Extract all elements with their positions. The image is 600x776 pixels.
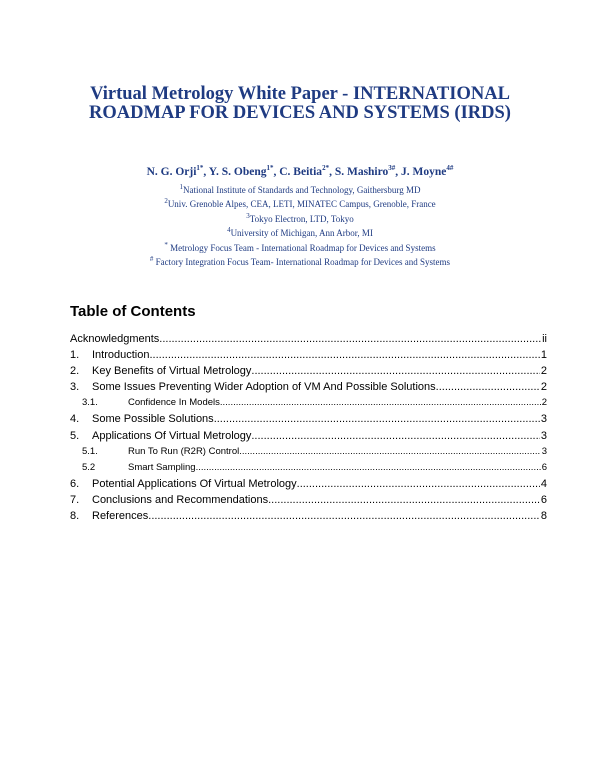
affiliation xyxy=(40,238,560,252)
affiliation-text: University of Michigan, Ann Arbor, MI xyxy=(230,228,373,239)
author: N. G. Orji xyxy=(146,165,197,178)
toc-entry-page[interactable]: 2 xyxy=(540,381,547,394)
toc-entry-number: 5.2 xyxy=(82,461,96,473)
toc-entry-page[interactable]: 1 xyxy=(540,349,547,362)
toc-entry-page[interactable]: 6 xyxy=(541,461,547,473)
affiliation-mark: 2 xyxy=(164,197,168,206)
toc-entry-number: 8. xyxy=(70,510,80,523)
dot-leader xyxy=(159,331,541,347)
author-affiliation-mark: 4# xyxy=(446,164,454,172)
toc-entry[interactable] xyxy=(70,428,547,444)
dot-leader xyxy=(196,460,541,476)
affiliation-text: National Institute of Standards and Technology, Gaithersburg MD xyxy=(183,185,421,195)
dot-leader xyxy=(251,428,540,444)
dot-leader xyxy=(439,379,540,395)
affiliation xyxy=(40,194,560,208)
affiliation xyxy=(40,209,560,223)
dot-leader xyxy=(268,492,540,508)
dot-leader xyxy=(214,411,540,427)
author: Y. S. Obeng xyxy=(208,165,267,178)
author: S. Mashiro xyxy=(334,165,389,178)
author-affiliation-mark: 1* xyxy=(196,164,204,172)
toc-entry-page[interactable]: 3 xyxy=(540,429,547,442)
toc-entry-label[interactable]: Run To Run (R2R) Control xyxy=(128,445,240,457)
toc-entry-label[interactable]: Some Possible Solutions xyxy=(92,413,214,426)
toc-entry-page[interactable]: 6 xyxy=(540,493,547,506)
affiliation-list xyxy=(40,180,560,266)
affiliation xyxy=(40,223,560,237)
toc-entry-number: 6. xyxy=(70,477,80,490)
dot-leader xyxy=(149,347,539,363)
dot-leader xyxy=(239,444,540,460)
toc-entry-number: 3.1. xyxy=(82,397,98,409)
toc-entry-page[interactable]: 3 xyxy=(541,445,547,457)
toc-entry[interactable] xyxy=(70,363,547,379)
document-title: Virtual Metrology White Paper - INTERNATIONAL ROADMAP FOR DEVICES AND SYSTEMS (IRDS) xyxy=(89,84,511,123)
toc-entry[interactable] xyxy=(70,508,547,524)
toc-entry-page[interactable]: 3 xyxy=(540,413,547,426)
toc-entry-number: 5. xyxy=(70,429,80,442)
dot-leader xyxy=(297,476,540,492)
toc-entry-page[interactable]: 2 xyxy=(540,365,547,378)
toc-entry[interactable] xyxy=(70,460,547,476)
dot-leader xyxy=(251,363,539,379)
toc-entry-label[interactable]: Confidence In Models. xyxy=(128,397,223,409)
toc-entry-label[interactable]: Some Issues Preventing Wider Adoption of VM And Possible Solutions. xyxy=(92,381,439,394)
toc-entry[interactable] xyxy=(70,395,547,411)
author: C. Beitia xyxy=(279,165,323,178)
affiliation-mark: 3 xyxy=(246,211,250,220)
toc-entry-page[interactable]: ii xyxy=(542,333,547,345)
toc-entry-label[interactable]: Smart Sampling xyxy=(128,461,196,473)
author-affiliation-mark: 2* xyxy=(322,164,330,172)
toc-entry-label[interactable]: References xyxy=(92,510,149,523)
toc-entry-label[interactable]: Acknowledgments xyxy=(70,333,160,345)
toc-entry[interactable] xyxy=(70,411,547,427)
toc-entry[interactable] xyxy=(70,347,547,363)
affiliation-mark: # xyxy=(149,254,154,263)
table-of-contents xyxy=(70,331,547,524)
toc-entry[interactable] xyxy=(70,379,547,395)
toc-entry-label[interactable]: Introduction xyxy=(92,349,150,362)
affiliation-mark: 4 xyxy=(227,226,231,235)
dot-leader xyxy=(223,395,541,411)
toc-entry[interactable] xyxy=(70,331,547,347)
toc-entry-number: 4. xyxy=(70,413,80,426)
affiliation xyxy=(40,252,560,266)
author: J. Moyne xyxy=(401,165,447,178)
toc-entry[interactable] xyxy=(70,444,547,460)
affiliation-mark: * xyxy=(164,240,168,249)
affiliation-text: Metrology Focus Team - International Roadmap for Devices and Systems xyxy=(167,242,436,253)
toc-entry-page[interactable]: 2 xyxy=(541,397,547,409)
affiliation xyxy=(40,180,560,194)
affiliation-text: Factory Integration Focus Team- International Roadmap for Devices and Systems xyxy=(153,256,451,267)
toc-entry[interactable] xyxy=(70,492,547,508)
author-list: N. G. Orji$^{1*}$, Y. S. Obeng$^{1*}$, C. Beitia$^{2*}$, S. Mashiro$^{3\#}$, J. Moyne$^{4\#}$ xyxy=(146,164,454,178)
toc-entry-label[interactable]: Key Benefits of Virtual Metrology xyxy=(92,365,252,378)
toc-entry-label[interactable]: Potential Applications Of Virtual Metrology xyxy=(92,477,297,490)
toc-heading: Table of Contents xyxy=(70,303,196,320)
dot-leader xyxy=(148,508,540,524)
affiliation-text: Univ. Grenoble Alpes, CEA, LETI, MINATEC Campus, Grenoble, France xyxy=(167,199,436,210)
author-affiliation-mark: 3# xyxy=(388,164,396,172)
toc-entry-page[interactable]: 8 xyxy=(540,510,547,523)
affiliation-text: Tokyo Electron, LTD, Tokyo xyxy=(249,213,354,224)
toc-entry-number: 5.1. xyxy=(82,445,98,457)
toc-entry-label[interactable]: Applications Of Virtual Metrology xyxy=(92,429,252,442)
toc-entry-page[interactable]: 4 xyxy=(540,477,547,490)
toc-entry-number: 1. xyxy=(70,349,80,362)
toc-entry-number: 7. xyxy=(70,493,80,506)
toc-entry-label[interactable]: Conclusions and Recommendations xyxy=(92,493,269,506)
toc-entry-number: 2. xyxy=(70,365,80,378)
author-affiliation-mark: 1* xyxy=(266,164,274,172)
toc-entry-number: 3. xyxy=(70,381,80,394)
toc-entry[interactable] xyxy=(70,476,547,492)
affiliation-mark: 1 xyxy=(179,183,184,191)
